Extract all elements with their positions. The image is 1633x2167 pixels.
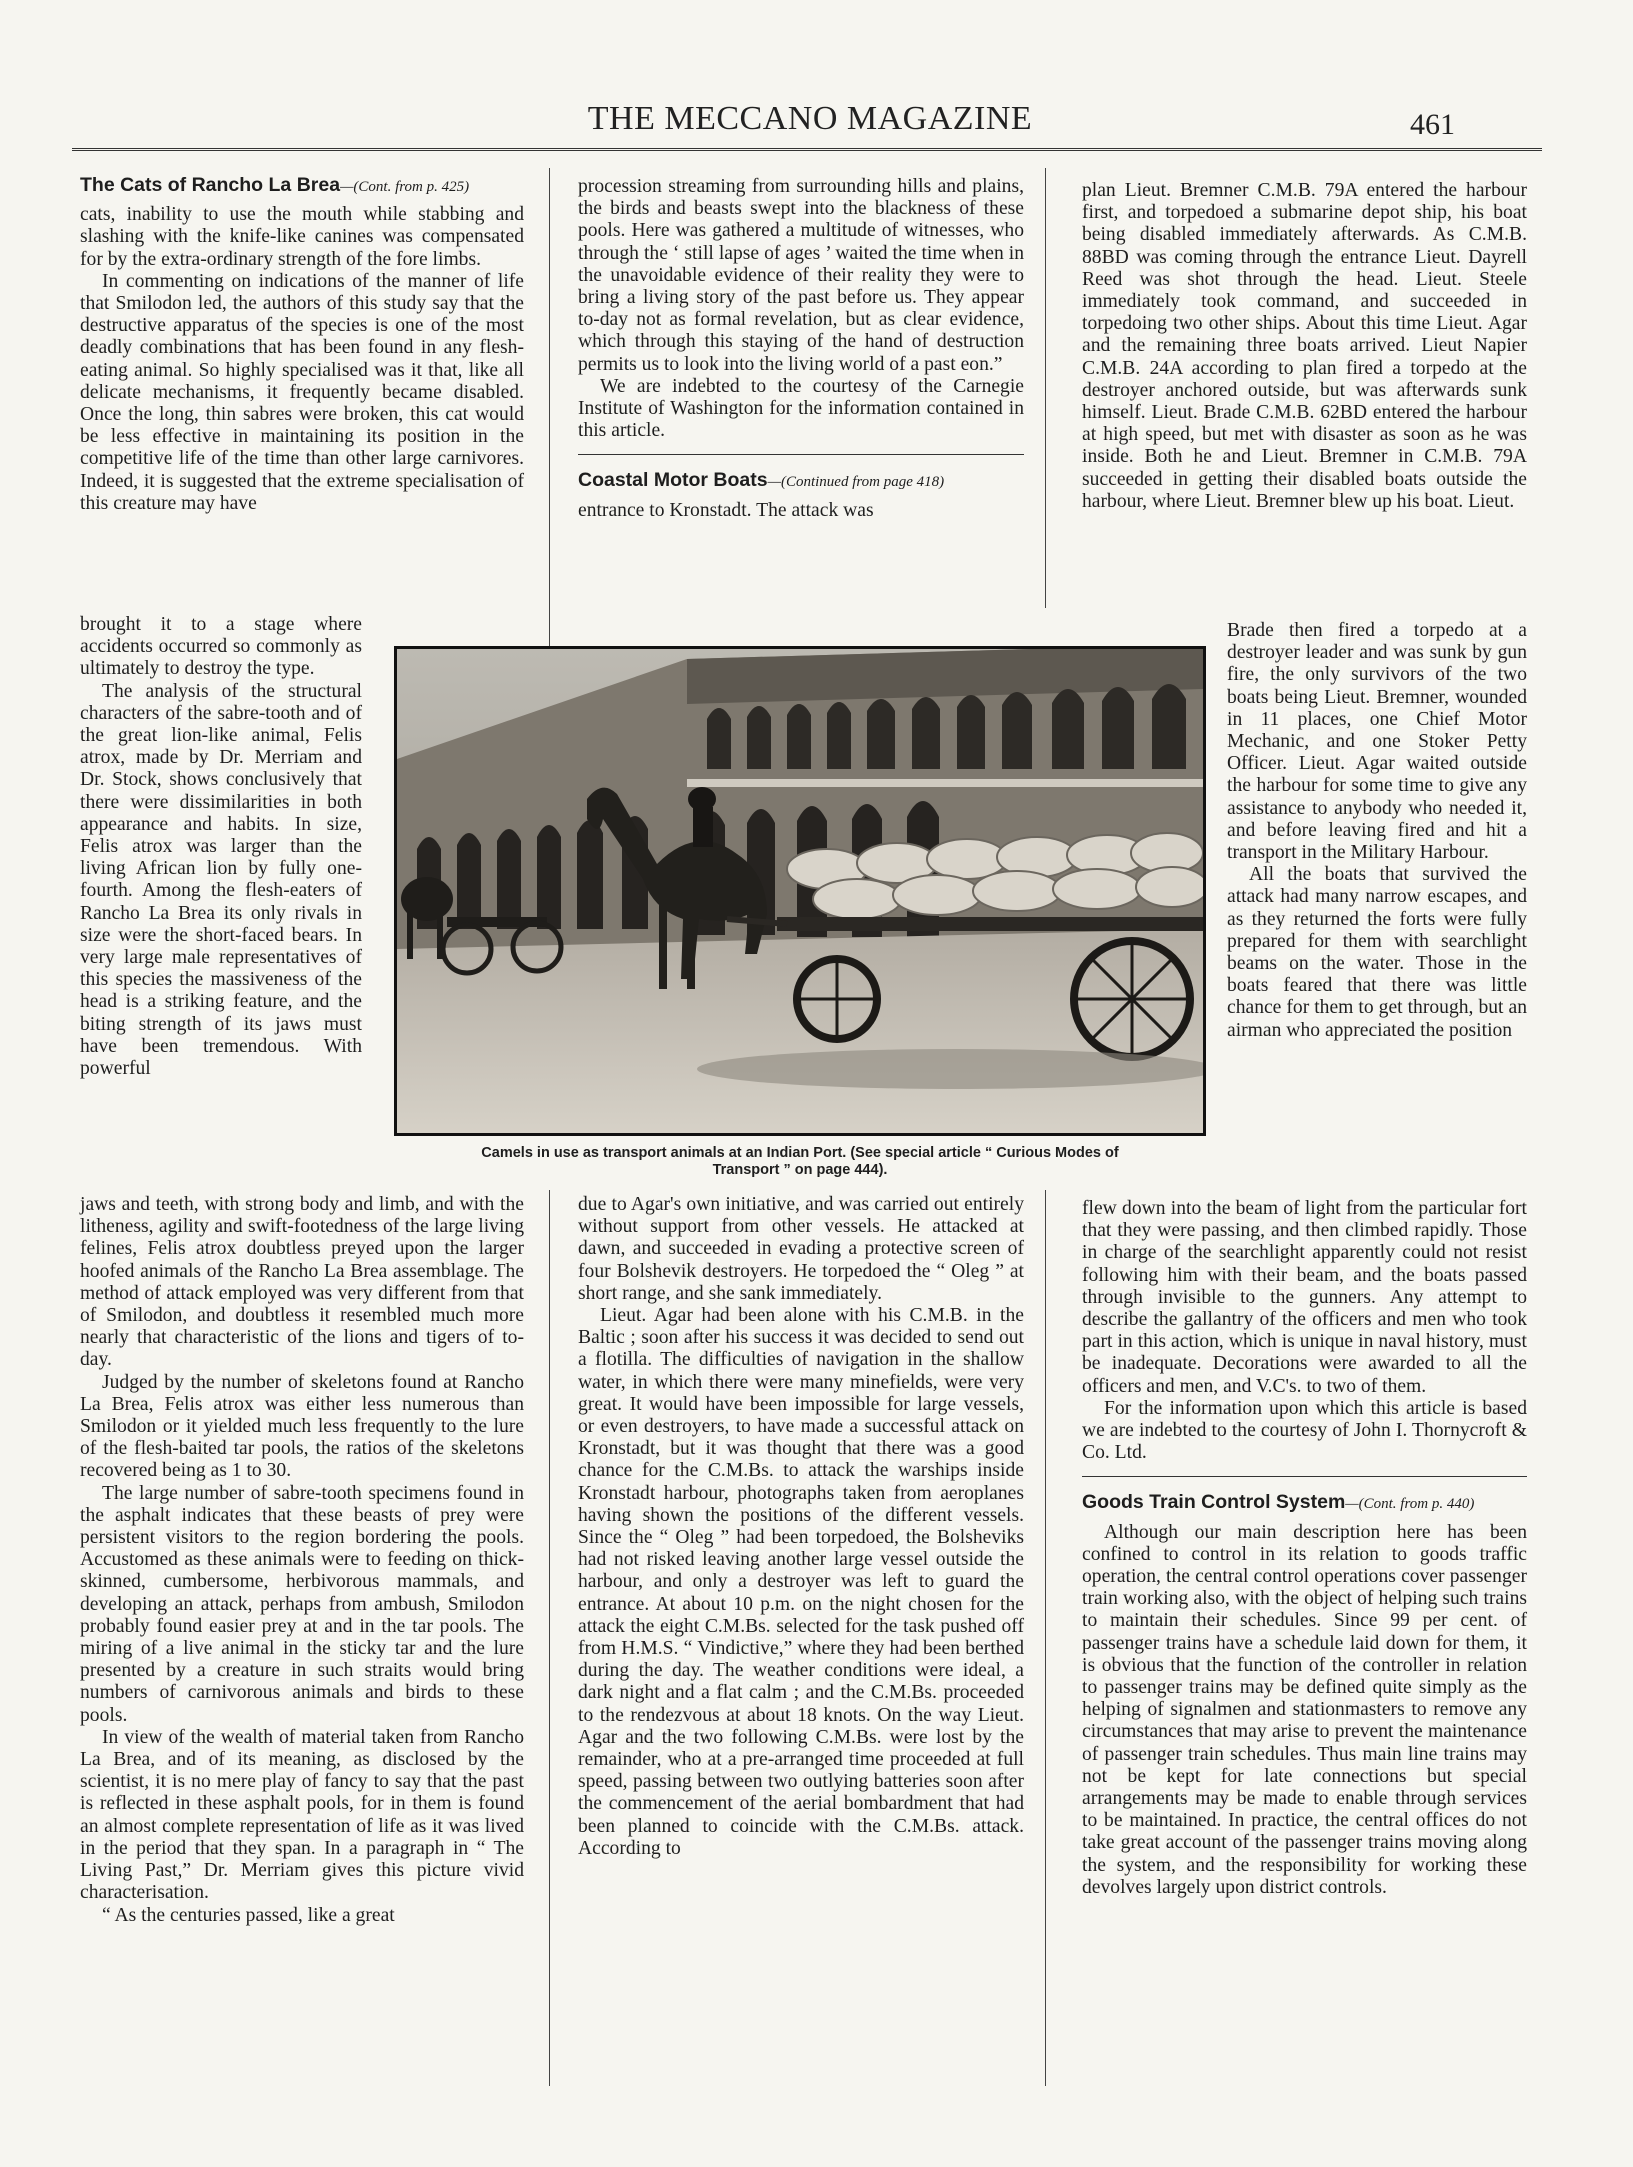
- paragraph: The large number of sabre-tooth specimens found in the asphalt indicates that these beasts of prey were persistent visitors to the region bordering the pools. Accustomed as these animals were to feeding on thick-skinned, cumbersome, herbivorous mammals, and developing an attack, perhaps from ambush, Smilodon probably found easier prey at and in the tar pools. The miring of a live animal in the sticky tar and the lure presented by a creature in such straits would bring numbers of carnivorous animals and birds to these pools.: [80, 1482, 524, 1726]
- heading-text: Coastal Motor Boats: [578, 469, 768, 492]
- paragraph: entrance to Kronstadt. The attack was: [578, 499, 874, 521]
- section-divider: [1082, 1476, 1527, 1477]
- magazine-title: THE MECCANO MAGAZINE: [587, 100, 1033, 137]
- col3-upper: [1082, 180, 1527, 513]
- paragraph: flew down into the beam of light from the particular fort that they were passing, and then climbed rapidly. Those in charge of the searchlight apparently could not resist following him with their beam, and the boats passed through invisible to the gunners. Any attempt to describe the gallantry of the officers and men who took part in this action, which is unique in naval history, must be inadequate. Decorations were awarded to all the officers and men, and V.C's. to two of them.: [1082, 1198, 1527, 1397]
- col3-lower: [1082, 1198, 1527, 1899]
- col1-narrow: [80, 614, 362, 1080]
- col3-narrow: [1227, 620, 1527, 1042]
- paragraph: The analysis of the structural characters of the sabre-tooth and of the great lion-like animal, Felis atrox, made by Dr. Merriam and Dr. Stock, shows conclusively that there were dissimilarities in both appearance and habits. In size, Felis atrox was larger than the living African lion by fully one-fourth. Among the flesh-eaters of Rancho La Brea its only rivals in size were the short-faced bears. In very large male representatives of this species the massiveness of the head is a striking feature, and the biting strength of its jaws must have been tremendous. With powerful: [80, 680, 362, 1080]
- paragraph: procession streaming from surrounding hills and plains, the birds and beasts swept into the blackness of these pools. Here was gathered a multitude of witnesses, who through the ‘ still lapse of ages ’ waited the time when in the unavoidable evidence of their reality they were to bring a living story of the past before us. They appear to-day not as formal revelation, but as clear evidence, which through this staying of the hand of destruction permits us to look into the living world of a past eon.”: [578, 176, 1024, 375]
- camel-carts-photo: [394, 646, 1206, 1136]
- paragraph: In commenting on indications of the manner of life that Smilodon led, the authors of this study say that the destructive apparatus of the species is one of the most deadly combinations that has been found in any flesh-eating animal. So highly specialised was it that, like all delicate mechanisms, it frequently became disabled. Once the long, thin sabres were broken, this cat would be less effective in maintaining its position in the competitive life of the time than other large carnivores. Indeed, it is suggested that the extreme specialisation of this creature may have: [80, 270, 524, 514]
- heading-text: Goods Train Control System: [1082, 1491, 1346, 1514]
- continued-note: —(Cont. from p. 425): [340, 179, 470, 195]
- paragraph: Brade then fired a torpedo at a destroyer leader and was sunk by gun fire, the only survivors of the two boats being Lieut. Bremner, wounded in 11 places, one Chief Motor Mechanic, and one Stoker Petty Officer. Lieut. Agar waited outside the harbour for some time to give any assistance to anybody who needed it, and before leaving fired and hit a transport in the Military Harbour.: [1227, 620, 1527, 864]
- page-number: 461: [1410, 108, 1455, 141]
- paragraph: “ As the centuries passed, like a great: [102, 1904, 395, 1926]
- col2-lower: [578, 1194, 1024, 1860]
- column-rule-2b: [1045, 1190, 1046, 2086]
- col1-upper: [80, 174, 524, 515]
- paragraph: Lieut. Agar had been alone with his C.M.B. in the Baltic ; soon after his success it was decided to send out a flotilla. The difficulties of navigation in the shallow water, in which there were many minefields, were very great. It would have been impossible for large vessels, or even destroyers, to have made a successful attack on Kronstadt, but it was thought that there was a good chance for the C.M.Bs. to attack the warships inside Kronstadt harbour, photographs taken from aeroplanes having shown the positions of the different vessels. Since the “ Oleg ” had been torpedoed, the Bolsheviks had not risked leaving another large vessel outside the harbour, and only a destroyer was left to guard the entrance. At about 10 p.m. on the night chosen for the attack the eight C.M.Bs. selected for the task pushed off from H.M.S. “ Vindictive,” where they had been berthed during the day. The weather conditions were ideal, a dark night and a flat calm ; and the C.M.Bs. proceeded to the rendezvous at about 18 knots. On the way Lieut. Agar and the two following C.M.Bs. were lost by the remainder, who at a pre-arranged time proceeded at full speed, passing between two outlying batteries soon after the commencement of the aerial bombardment that had been planned to coincide with the C.M.Bs. attack. According to: [578, 1305, 1024, 1859]
- paragraph: jaws and teeth, with strong body and limb, and with the litheness, agility and swift-footedness of the large living felines, Felis atrox doubtless preyed upon the larger hoofed animals of the Rancho La Brea assemblage. The method of attack employed was very different from that of Smilodon, and doubtless it resembled much more nearly that characteristic of the lions and tigers of to-day.: [80, 1194, 524, 1371]
- article-heading-goods: [1082, 1491, 1527, 1515]
- section-divider: [578, 454, 1024, 455]
- continued-note: —(Cont. from p. 440): [1345, 1496, 1475, 1513]
- photo-illustration: [397, 649, 1203, 1133]
- article-heading-coastal: [578, 469, 1024, 493]
- column-rule-1: [549, 168, 550, 646]
- paragraph: due to Agar's own initiative, and was carried out entirely without support from other vessels. He attacked at dawn, and succeeded in evading a protective screen of four Bolshevik destroyers. He torpedoed the “ Oleg ” at short range, and she sank immediately.: [578, 1194, 1024, 1304]
- caption-line-2: Transport ” on page 444).: [712, 1162, 888, 1178]
- continued-note: —(Continued from page 418): [767, 474, 945, 491]
- paragraph: For the information upon which this article is based we are indebted to the courtesy of John I. Thornycroft & Co. Ltd.: [1082, 1397, 1527, 1464]
- col1-lower: [80, 1194, 524, 1927]
- paragraph: brought it to a stage where accidents occurred so commonly as ultimately to destroy the type.: [80, 614, 362, 680]
- paragraph: cats, inability to use the mouth while stabbing and slashing with the knife-like canines was compensated for by the extra-ordinary strength of the fore limbs.: [80, 204, 524, 270]
- caption-line-1: Camels in use as transport animals at an Indian Port. (See special article “ Curious Modes of: [481, 1145, 1119, 1161]
- column-rule-2: [1045, 168, 1046, 608]
- paragraph: plan Lieut. Bremner C.M.B. 79A entered the harbour first, and torpedoed a submarine depot ship, his boat being disabled immediately afterwards. As C.M.B. 88BD was coming through the entrance Lieut. Dayrell Reed was shot through the head. Lieut. Steele immediately took command, and succeeded in torpedoing two other ships. About this time Lieut. Agar and the remaining three boats arrived. Lieut Napier C.M.B. 24A according to plan fired a torpedo at the destroyer anchored outside, but was afterwards sunk himself. Lieut. Brade C.M.B. 62BD entered the harbour at high speed, but met with disaster as soon as he was inside. Both he and Lieut. Bremner in C.M.B. 79A succeeded in getting their disabled boats outside the harbour, where Lieut. Bremner blew up his boat. Lieut.: [1082, 180, 1527, 512]
- paragraph: In view of the wealth of material taken from Rancho La Brea, and of its meaning, as disclosed by the scientist, it is no mere play of fancy to say that the past is reflected in these asphalt pools, for in them is found an almost complete representation of life as it was lived in the period that they span. In a paragraph in “ The Living Past,” Dr. Merriam gives this picture vivid characterisation.: [80, 1726, 524, 1904]
- heading-text: The Cats of Rancho La Brea: [80, 174, 341, 196]
- paragraph: We are indebted to the courtesy of the Carnegie Institute of Washington for the information contained in this article.: [578, 375, 1024, 442]
- header-rule: [72, 148, 1542, 151]
- article-heading-rancho: [80, 174, 524, 198]
- photo-caption: [396, 1145, 1204, 1179]
- paragraph: Judged by the number of skeletons found at Rancho La Brea, Felis atrox was either less numerous than Smilodon or it yielded much less frequently to the lure of the flesh-baited tar pools, the ratios of the skeletons recovered being as 1 to 30.: [80, 1371, 524, 1482]
- col2-upper: [578, 176, 1024, 522]
- paragraph: All the boats that survived the attack had many narrow escapes, and as they returned the forts were fully prepared for them with searchlight beams on the water. Those in the boats feared that there was little chance for them to get through, but an airman who appreciated the position: [1227, 864, 1527, 1041]
- paragraph: Although our main description here has been confined to control in its relation to goods traffic operation, the central control operations cover passenger train working also, with the object of helping such trains to maintain their schedules. Since 99 per cent. of passenger trains have a schedule laid down for them, it is obvious that the function of the controller in relation to passenger trains may be defined quite simply as the helping of signalmen and stationmasters to remove any circumstances that may arise to prevent the maintenance of passenger train schedules. Thus main line trains may not be kept for late connections but special arrangements may be made to enable through services to be maintained. In practice, the central offices do not take great account of the passenger trains moving along the system, and the responsibility for working these devolves largely upon district controls.: [1082, 1521, 1527, 1898]
- column-rule-1b: [549, 1190, 550, 2086]
